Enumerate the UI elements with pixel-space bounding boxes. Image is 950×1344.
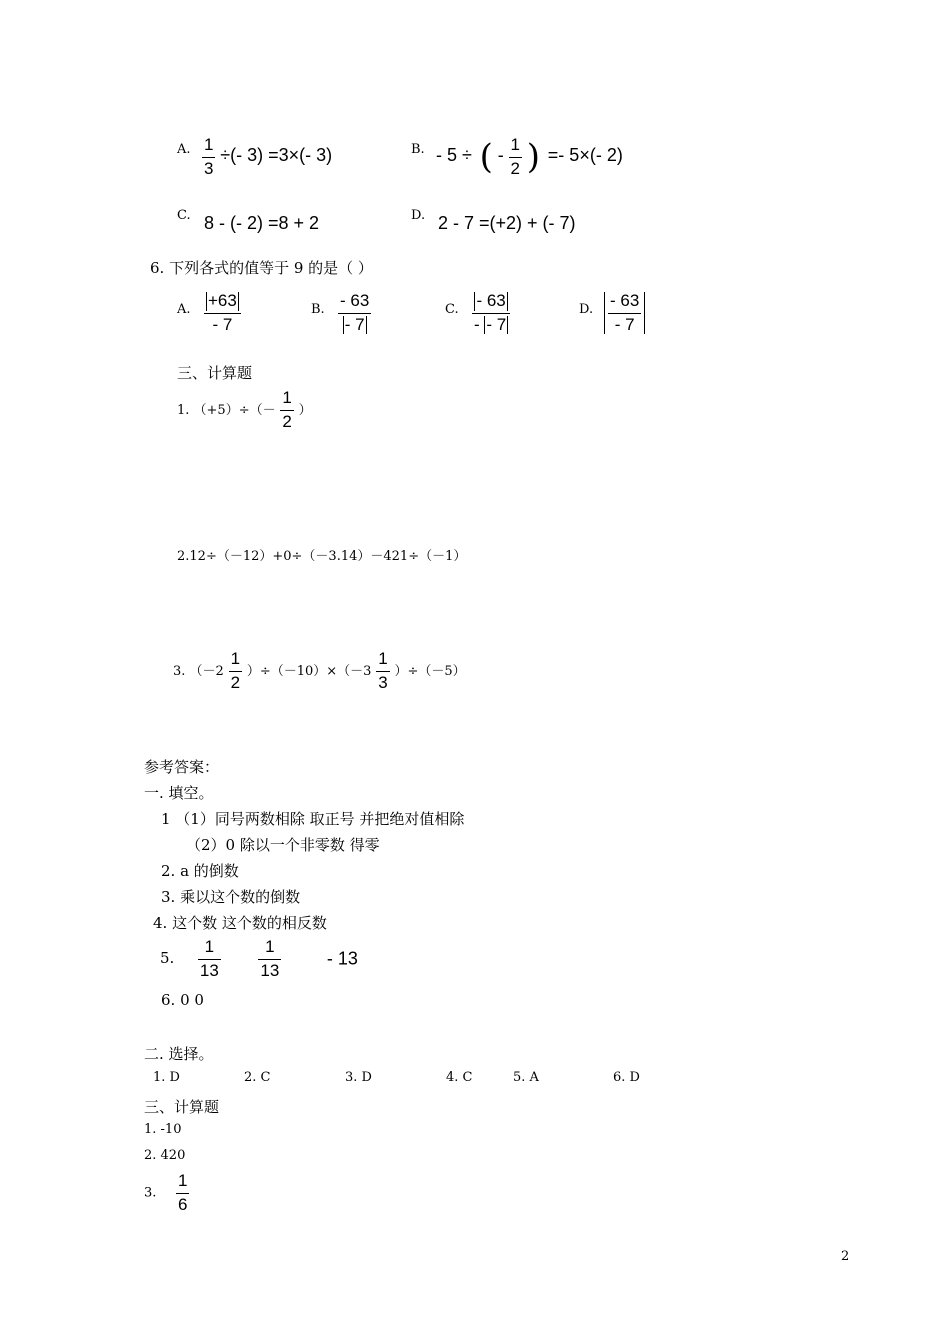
answer-5: 5. $\frac{1}{13}$ $\frac{1}{13}$ - 13 — [160, 937, 358, 980]
q6-option-a-label: A. — [177, 302, 191, 317]
answer-6: 6. 0 0 — [161, 991, 204, 1009]
q6-option-c-label: C. — [445, 302, 459, 317]
answer-4: 4. 这个数 这个数的相反数 — [153, 914, 327, 932]
fraction: $\frac{1}{6}$ — [177, 1171, 188, 1214]
fraction: $\frac{- 63}{- 7}$ — [610, 291, 640, 334]
choice-title: 二. 选择。 — [144, 1045, 214, 1063]
fraction: $\frac{+63}{- 7}$ — [204, 292, 241, 334]
q5-option-c: 8 - (- 2) =8 + 2 — [204, 213, 320, 233]
section3-title: 三、计算题 — [177, 364, 253, 382]
q5-option-a-label: A. — [177, 142, 191, 157]
answers-title: 参考答案： — [144, 758, 220, 776]
choice-answer-2: 2. C — [244, 1070, 271, 1085]
calc-answer-1: 1. -10 — [144, 1122, 182, 1137]
fraction: $\frac{1}{13}$ — [260, 937, 280, 980]
fraction: $\frac{1}{3}$ — [204, 135, 214, 178]
answer-1-2: （2）0 除以一个非零数 得零 — [186, 836, 380, 854]
choice-answer-4: 4. C — [446, 1070, 473, 1085]
calc-q1: 1. （+5）÷（－ $\frac{1}{2}$ ） — [177, 388, 312, 431]
calc-answer-3: 3. $\frac{1}{6}$ — [144, 1171, 188, 1214]
q5-option-a — [202, 136, 332, 178]
answer-3: 3. 乘以这个数的倒数 — [161, 888, 301, 906]
choice-answer-1: 1. D — [153, 1070, 180, 1085]
choice-answer-3: 3. D — [345, 1070, 372, 1085]
fraction: $\frac{1}{13}$ — [199, 937, 219, 980]
fraction: $\frac{- 63}{- 7}$ — [340, 291, 370, 334]
q5-option-b-label: B. — [411, 142, 425, 157]
paren-group: ( - $\frac{1}{2}$ ) — [479, 135, 541, 178]
q5-option-b: - 5 ÷ ( - $\frac{1}{2}$ ) =- 5×(- 2) — [436, 135, 623, 178]
q6-option-b — [338, 292, 371, 334]
expression: ÷(- 3) =3×(- 3) — [220, 145, 333, 166]
q6-option-d — [604, 292, 645, 334]
calc-q2: 2.12÷（－12）+0÷（－3.14）－421÷（－1） — [177, 549, 467, 564]
calc-q3: 3. （－2 $\frac{1}{2}$ ）÷（－10）×（－3 $\frac{1}{3}$ ）÷（－5） — [173, 649, 466, 692]
q6-stem: 6. 下列各式的值等于 9 的是（ ） — [150, 259, 373, 277]
fraction: $\frac{1}{3}$ — [378, 649, 388, 692]
calc-answers-title: 三、计算题 — [144, 1098, 220, 1116]
fraction: $\frac{1}{2}$ — [510, 135, 520, 178]
q6-option-a — [204, 292, 241, 334]
q5-option-d: 2 - 7 =(+2) + (- 7) — [438, 213, 576, 233]
fill-title: 一. 填空。 — [144, 784, 214, 802]
fraction: $\frac{1}{2}$ — [230, 649, 241, 692]
q5-option-d-label: D. — [411, 208, 426, 223]
calc-answer-2: 2. 420 — [144, 1148, 186, 1163]
q6-option-b-label: B. — [311, 302, 325, 317]
choice-answer-6: 6. D — [613, 1070, 640, 1085]
q5-option-c-label: C. — [177, 208, 191, 223]
answer-2: 2. a 的倒数 — [161, 862, 239, 880]
answer-1-1: 1 （1）同号两数相除 取正号 并把绝对值相除 — [161, 810, 465, 828]
page-number: 2 — [841, 1249, 850, 1264]
q6-option-c — [472, 292, 510, 334]
fraction: $\frac{1}{2}$ — [282, 388, 292, 431]
q6-option-d-label: D. — [579, 302, 594, 317]
choice-answer-5: 5. A — [513, 1070, 539, 1085]
fraction: $\frac{- 63}{- - 7}$ — [472, 292, 510, 334]
absolute-value-bars — [604, 292, 645, 334]
